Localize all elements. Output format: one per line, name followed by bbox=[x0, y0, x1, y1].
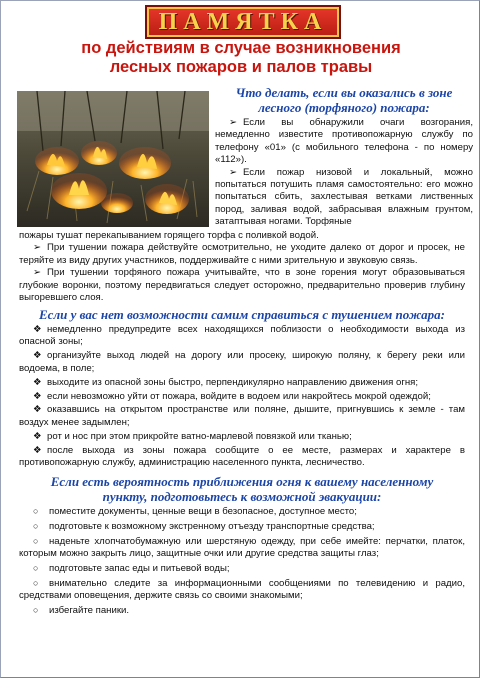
diamond-bullet-icon: ❖ bbox=[33, 444, 42, 456]
circle-bullet-icon: ○ bbox=[33, 506, 39, 516]
section3-heading-line2: пункту, подготовьтесь к возможной эвакуации: bbox=[102, 489, 382, 504]
section1-heading-line1: Что делать, если вы оказались в зоне bbox=[235, 85, 453, 100]
section3-item bbox=[19, 535, 465, 561]
section2-item bbox=[19, 391, 465, 403]
section1-item-2-text: Если пожар низовой и локальный, можно попытаться потушить пламя самостоятельно: его можно попытаться сбить, захлестывая ветками лиственных пород, заливая водой, забрасывая влажным грунтом, затаптывая ногами. Торфяные bbox=[215, 166, 473, 228]
diamond-bullet-icon: ❖ bbox=[33, 430, 42, 442]
subtitle-line-2: лесных пожаров и палов травы bbox=[109, 58, 373, 76]
section1-item-4-text: При тушении торфяного пожара учитывайте, что в зоне горения могут образовываться глубокие воронки, поэтому передвигаться следует осторожно, предварительно проверив глубину выгоревшего слоя. bbox=[19, 267, 465, 304]
section3-item bbox=[19, 562, 465, 575]
section1-item-2-continued: пожары тушат перекапыванием горящего торфа с поливкой водой. bbox=[19, 230, 319, 241]
section3-item-text: избегайте паники. bbox=[49, 605, 130, 617]
diamond-bullet-icon: ❖ bbox=[33, 404, 42, 416]
section3-item-text: внимательно следите за информационными сообщениями по телевидению и радио, средствами оповещения, держите связь со своими знакомыми; bbox=[19, 578, 465, 602]
section1-right-column bbox=[215, 117, 473, 229]
section3-heading-line1: Если есть вероятность приближения огня к вашему населенному bbox=[50, 474, 434, 489]
section3-item bbox=[19, 577, 465, 603]
section3-item bbox=[19, 520, 465, 533]
section1-full-width bbox=[19, 230, 465, 304]
section3-item-text: подготовьте запас еды и питьевой воды; bbox=[49, 563, 230, 575]
section1-item-3 bbox=[19, 242, 465, 267]
section3-item bbox=[19, 604, 465, 617]
circle-bullet-icon: ○ bbox=[33, 535, 39, 546]
section2-item bbox=[19, 404, 465, 429]
section2-item-text: оказавшись на открытом пространстве или поляне, дышите, пригнувшись к земле - там воздух менее задымлен; bbox=[19, 404, 465, 428]
memo-title: ПАМЯТКА bbox=[158, 8, 328, 35]
diamond-bullet-icon: ❖ bbox=[33, 376, 42, 388]
section1-item-3-text: При тушении пожара действуйте осмотрительно, не уходите далеко от дорог и просек, не теряйте из виду других участников, поддерживайте с ними зрительную и звуковую связь. bbox=[19, 242, 465, 266]
circle-bullet-icon: ○ bbox=[33, 578, 39, 589]
diamond-bullet-icon: ❖ bbox=[33, 324, 42, 335]
circle-bullet-icon: ○ bbox=[33, 520, 39, 531]
arrow-bullet-icon: ➢ bbox=[33, 267, 42, 279]
section3-item-text: поместите документы, ценные вещи в безопасное, доступное место; bbox=[49, 506, 357, 517]
section1-item-1 bbox=[215, 117, 473, 167]
section2-item-text: немедленно предупредите всех находящихся поблизости о необходимости выхода из опасной зоны; bbox=[19, 324, 465, 348]
section1-heading bbox=[217, 85, 471, 115]
fire-illustration bbox=[17, 91, 209, 227]
section2-item bbox=[19, 431, 465, 443]
section2-item bbox=[19, 377, 465, 389]
memo-subtitle bbox=[1, 39, 480, 77]
section2-item-text: если невозможно уйти от пожара, войдите в водоем или накройтесь мокрой одеждой; bbox=[47, 390, 431, 402]
section3-heading bbox=[19, 474, 465, 504]
section2-item bbox=[19, 350, 465, 375]
arrow-bullet-icon: ➢ bbox=[33, 242, 42, 254]
section2-item-text: выходите из опасной зоны быстро, перпендикулярно направлению движения огня; bbox=[47, 376, 418, 388]
section3-list bbox=[19, 505, 465, 619]
forest-fire-photo bbox=[17, 91, 209, 227]
circle-bullet-icon: ○ bbox=[33, 605, 39, 616]
section1-item-2 bbox=[215, 167, 473, 229]
section2-item-text: рот и нос при этом прикройте ватно-марлевой повязкой или тканью; bbox=[47, 430, 352, 442]
subtitle-line-1: по действиям в случае возникновения bbox=[81, 39, 401, 57]
arrow-bullet-icon: ➢ bbox=[229, 166, 238, 178]
section3-item-text: подготовьте к возможному экстренному отъезду транспортные средства; bbox=[49, 520, 375, 532]
section2-item bbox=[19, 324, 465, 349]
diamond-bullet-icon: ❖ bbox=[33, 390, 42, 402]
memo-title-badge bbox=[145, 5, 341, 39]
section3-item bbox=[19, 505, 465, 518]
section1-heading-line2: лесного (торфяного) пожара: bbox=[258, 100, 430, 115]
section2-item-text: организуйте выход людей на дорогу или просеку, широкую поляну, к берегу реки или водоема, в поле; bbox=[19, 350, 465, 374]
section2-item-text: после выхода из зоны пожара сообщите о ее месте, размерах и характере в противопожарную службу, администрацию населенного пункта, лесничество. bbox=[19, 444, 465, 469]
section2-list bbox=[19, 324, 465, 471]
diamond-bullet-icon: ❖ bbox=[33, 350, 42, 362]
section1-item-1-text: Если вы обнаружили очаги возгорания, немедленно известите противопожарную службу по телефону «01» (с мобильного телефона - по номеру «112»). bbox=[215, 117, 473, 166]
section2-heading: Если у вас нет возможности самим справиться с тушением пожара: bbox=[39, 307, 445, 322]
section3-item-text: наденьте хлопчатобумажную или шерстяную одежду, при себе имейте: перчатки, платок, которым можно закрыть лицо, защитные очки или другие средства защиты глаз; bbox=[19, 535, 465, 560]
circle-bullet-icon: ○ bbox=[33, 563, 39, 574]
arrow-bullet-icon: ➢ bbox=[229, 117, 238, 128]
section2-item bbox=[19, 445, 465, 470]
section1-item-4 bbox=[19, 267, 465, 304]
